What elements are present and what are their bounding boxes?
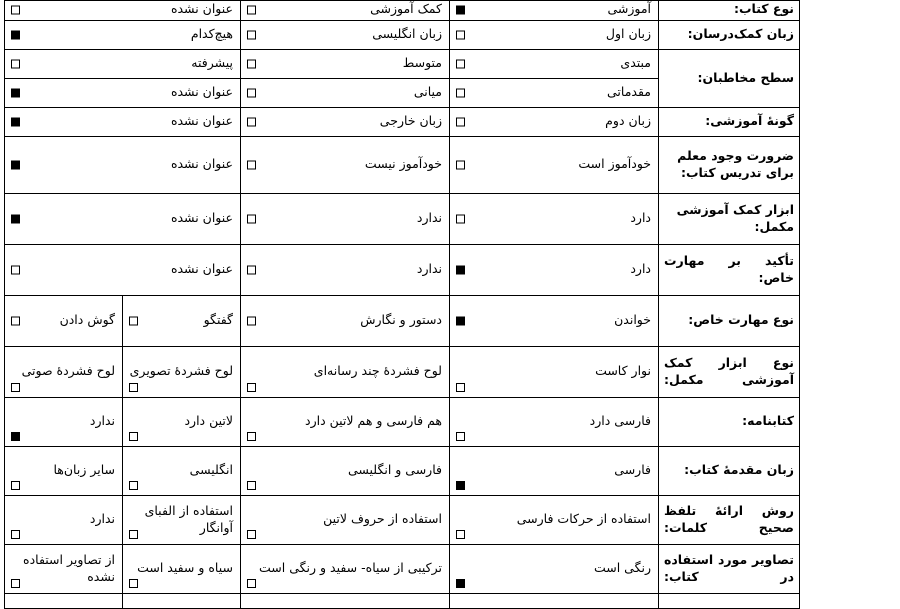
- option-label: عنوان نشده: [170, 156, 233, 172]
- table-row: [5, 193, 800, 244]
- option-label: پیشرفته: [191, 55, 233, 71]
- checkbox-icon[interactable]: [11, 6, 20, 15]
- option-cell[interactable]: [450, 20, 659, 49]
- option-label: زبان خارجی: [379, 113, 442, 129]
- row-label: زبان مقدمهٔ کتاب:: [659, 446, 800, 495]
- checkbox-icon[interactable]: [247, 117, 256, 126]
- option-cell[interactable]: [123, 295, 241, 346]
- option-label: گفتگو: [203, 312, 233, 328]
- table-row: [5, 107, 800, 136]
- option-label: دارد: [630, 261, 651, 277]
- option-cell[interactable]: [241, 20, 450, 49]
- option-cell[interactable]: [241, 446, 450, 495]
- checkbox-icon[interactable]: [11, 316, 20, 325]
- option-label: لوح فشردۀ صوتی: [21, 363, 115, 379]
- checkbox-icon[interactable]: [129, 481, 138, 490]
- row-label: سطح مخاطبان:: [659, 49, 800, 107]
- checkbox-icon[interactable]: [11, 481, 20, 490]
- option-cell[interactable]: [450, 495, 659, 544]
- option-label: انگلیسی: [189, 462, 233, 478]
- option-label: نوار کاست: [595, 363, 651, 379]
- option-cell[interactable]: [123, 446, 241, 495]
- checkbox-icon[interactable]: [11, 59, 20, 68]
- table-row: [5, 20, 800, 49]
- option-cell[interactable]: [450, 446, 659, 495]
- checkbox-checked-icon[interactable]: [11, 214, 20, 223]
- table-row: [5, 446, 800, 495]
- option-label: عنوان نشده: [170, 261, 233, 277]
- option-label: ندارد: [89, 511, 115, 527]
- option-label: زبان انگلیسی: [372, 26, 442, 42]
- option-cell[interactable]: [5, 1, 241, 21]
- checkbox-icon[interactable]: [247, 383, 256, 392]
- checkbox-checked-icon[interactable]: [11, 88, 20, 97]
- checkbox-checked-icon[interactable]: [456, 579, 465, 588]
- checkbox-icon[interactable]: [456, 383, 465, 392]
- option-cell[interactable]: [5, 446, 123, 495]
- option-cell[interactable]: [5, 136, 241, 193]
- option-label: لوح فشردۀ تصویری: [129, 363, 233, 379]
- checkbox-icon[interactable]: [247, 579, 256, 588]
- checkbox-icon[interactable]: [247, 530, 256, 539]
- option-label: عنوان نشده: [170, 113, 233, 129]
- checkbox-icon[interactable]: [129, 316, 138, 325]
- checkbox-icon[interactable]: [456, 530, 465, 539]
- table-row: [5, 49, 800, 78]
- option-label: آموزشی: [607, 1, 651, 16]
- option-label: فارسی: [614, 462, 651, 478]
- checkbox-checked-icon[interactable]: [456, 6, 465, 15]
- option-cell[interactable]: [241, 49, 450, 78]
- option-label: عنوان نشده: [170, 84, 233, 100]
- checkbox-icon[interactable]: [247, 30, 256, 39]
- option-cell[interactable]: [450, 136, 659, 193]
- row-label: گونۀ آموزشی:: [659, 107, 800, 136]
- row-label: کتابنامه:: [659, 397, 800, 446]
- option-cell[interactable]: [123, 346, 241, 397]
- option-cell[interactable]: [5, 295, 123, 346]
- checkbox-icon[interactable]: [456, 88, 465, 97]
- option-label: ندارد: [89, 413, 115, 429]
- option-cell[interactable]: [241, 495, 450, 544]
- option-label: استفاده از حروف لاتین: [323, 511, 442, 527]
- option-label: میانی: [413, 84, 442, 100]
- checkbox-icon[interactable]: [456, 160, 465, 169]
- row-label: ابزار کمک آموزشی مکمل:: [659, 193, 800, 244]
- option-cell[interactable]: [241, 346, 450, 397]
- option-cell[interactable]: [450, 193, 659, 244]
- option-label: دارد: [630, 210, 651, 226]
- row-label: نوع ابزار کمک آموزشی مکمل:: [659, 346, 800, 397]
- checkbox-icon[interactable]: [129, 579, 138, 588]
- checkbox-icon[interactable]: [247, 214, 256, 223]
- checkbox-icon[interactable]: [11, 530, 20, 539]
- option-label: کمک آموزشی: [370, 1, 442, 16]
- option-cell[interactable]: [5, 544, 123, 593]
- option-cell[interactable]: [123, 397, 241, 446]
- option-cell[interactable]: [241, 295, 450, 346]
- option-label: ترکیبی از سیاه- سفید و رنگی است: [259, 560, 442, 576]
- option-cell[interactable]: [241, 107, 450, 136]
- option-cell[interactable]: [5, 78, 241, 107]
- checkbox-icon[interactable]: [247, 88, 256, 97]
- option-cell[interactable]: [450, 295, 659, 346]
- option-label: زبان دوم: [605, 113, 651, 129]
- option-cell[interactable]: [5, 244, 241, 295]
- table-row: [5, 244, 800, 295]
- checkbox-icon[interactable]: [247, 316, 256, 325]
- table-row: [5, 495, 800, 544]
- option-label: عنوان نشده: [170, 210, 233, 226]
- checkbox-icon[interactable]: [456, 432, 465, 441]
- option-cell[interactable]: [5, 495, 123, 544]
- checkbox-icon[interactable]: [247, 160, 256, 169]
- option-label: استفاده از الفبای آوانگار: [144, 503, 233, 535]
- option-cell[interactable]: [241, 78, 450, 107]
- option-cell[interactable]: [241, 397, 450, 446]
- row-label: نوع مهارت خاص:: [659, 295, 800, 346]
- checkbox-icon[interactable]: [456, 59, 465, 68]
- option-cell[interactable]: [241, 1, 450, 21]
- option-cell[interactable]: [241, 193, 450, 244]
- form-body: [5, 1, 800, 609]
- option-label: گوش دادن: [59, 312, 115, 328]
- option-cell[interactable]: [5, 193, 241, 244]
- row-label: تأکید بر مهارت خاص:: [659, 244, 800, 295]
- checkbox-icon[interactable]: [247, 265, 256, 274]
- option-label: ندارد: [416, 261, 442, 277]
- option-label: خودآموز است: [578, 156, 651, 172]
- table-row: [5, 346, 800, 397]
- option-label: رنگی است: [593, 560, 651, 576]
- table-row: [5, 544, 800, 593]
- table-row: [5, 397, 800, 446]
- option-label: متوسط: [402, 55, 442, 71]
- option-label: ندارد: [416, 210, 442, 226]
- checkbox-icon[interactable]: [11, 579, 20, 588]
- checkbox-checked-icon[interactable]: [456, 316, 465, 325]
- checkbox-checked-icon[interactable]: [11, 432, 20, 441]
- option-label: استفاده از حرکات فارسی: [516, 511, 651, 527]
- row-label: ضرورت وجود معلم برای تدریس کتاب:: [659, 136, 800, 193]
- checkbox-icon[interactable]: [456, 117, 465, 126]
- option-cell[interactable]: [5, 397, 123, 446]
- table-row: [5, 1, 800, 21]
- option-label: مقدماتی: [607, 84, 651, 100]
- option-label: خودآموز نیست: [364, 156, 442, 172]
- checkbox-checked-icon[interactable]: [11, 30, 20, 39]
- row-label: تصاویر مورد استفاده در کتاب:: [659, 544, 800, 593]
- checkbox-checked-icon[interactable]: [456, 265, 465, 274]
- option-label: خواندن: [614, 312, 651, 328]
- option-label: سیاه و سفید است: [137, 560, 233, 576]
- option-cell[interactable]: [450, 244, 659, 295]
- checkbox-icon[interactable]: [247, 432, 256, 441]
- checkbox-icon[interactable]: [129, 432, 138, 441]
- option-cell[interactable]: [450, 1, 659, 21]
- checkbox-icon[interactable]: [247, 481, 256, 490]
- option-cell[interactable]: [5, 20, 241, 49]
- option-label: لوح فشردۀ چند رسانه‌ای: [313, 363, 442, 379]
- checkbox-icon[interactable]: [11, 265, 20, 274]
- option-cell[interactable]: [450, 78, 659, 107]
- option-cell[interactable]: [123, 495, 241, 544]
- option-label: هم فارسی و هم لاتین دارد: [305, 413, 442, 429]
- checkbox-icon[interactable]: [129, 383, 138, 392]
- checkbox-checked-icon[interactable]: [456, 481, 465, 490]
- option-cell[interactable]: [450, 346, 659, 397]
- option-label: هیچ‌کدام: [190, 26, 233, 42]
- option-cell[interactable]: [450, 544, 659, 593]
- option-cell[interactable]: [241, 244, 450, 295]
- checkbox-icon[interactable]: [247, 6, 256, 15]
- option-label: از تصاویر استفاده نشده: [23, 552, 115, 584]
- checkbox-checked-icon[interactable]: [11, 160, 20, 169]
- option-cell[interactable]: [450, 49, 659, 78]
- row-label: نوع کتاب:: [659, 1, 800, 21]
- option-label: فارسی و انگلیسی: [347, 462, 442, 478]
- option-cell[interactable]: [123, 544, 241, 593]
- option-cell[interactable]: [5, 49, 241, 78]
- option-label: سایر زبان‌ها: [53, 462, 115, 478]
- option-label: زبان اول: [605, 26, 651, 42]
- option-cell[interactable]: [5, 346, 123, 397]
- option-cell[interactable]: [5, 107, 241, 136]
- table-row: [5, 136, 800, 193]
- option-label: فارسی دارد: [589, 413, 651, 429]
- checkbox-icon[interactable]: [129, 530, 138, 539]
- option-cell[interactable]: [450, 397, 659, 446]
- checkbox-icon[interactable]: [456, 30, 465, 39]
- option-label: مبتدی: [620, 55, 651, 71]
- table-row: [5, 295, 800, 346]
- option-label: لاتین دارد: [184, 413, 233, 429]
- option-cell[interactable]: [241, 544, 450, 593]
- checkbox-checked-icon[interactable]: [11, 117, 20, 126]
- option-label: عنوان نشده: [170, 1, 233, 16]
- checkbox-icon[interactable]: [456, 214, 465, 223]
- book-evaluation-form: [4, 0, 800, 609]
- option-cell[interactable]: [450, 107, 659, 136]
- row-label: روش ارائۀ تلفظ صحیح کلمات:: [659, 495, 800, 544]
- checkbox-icon[interactable]: [11, 383, 20, 392]
- option-label: دستور و نگارش: [360, 312, 442, 328]
- checkbox-icon[interactable]: [247, 59, 256, 68]
- option-cell[interactable]: [241, 136, 450, 193]
- row-label: زبان کمک‌درسان:: [659, 20, 800, 49]
